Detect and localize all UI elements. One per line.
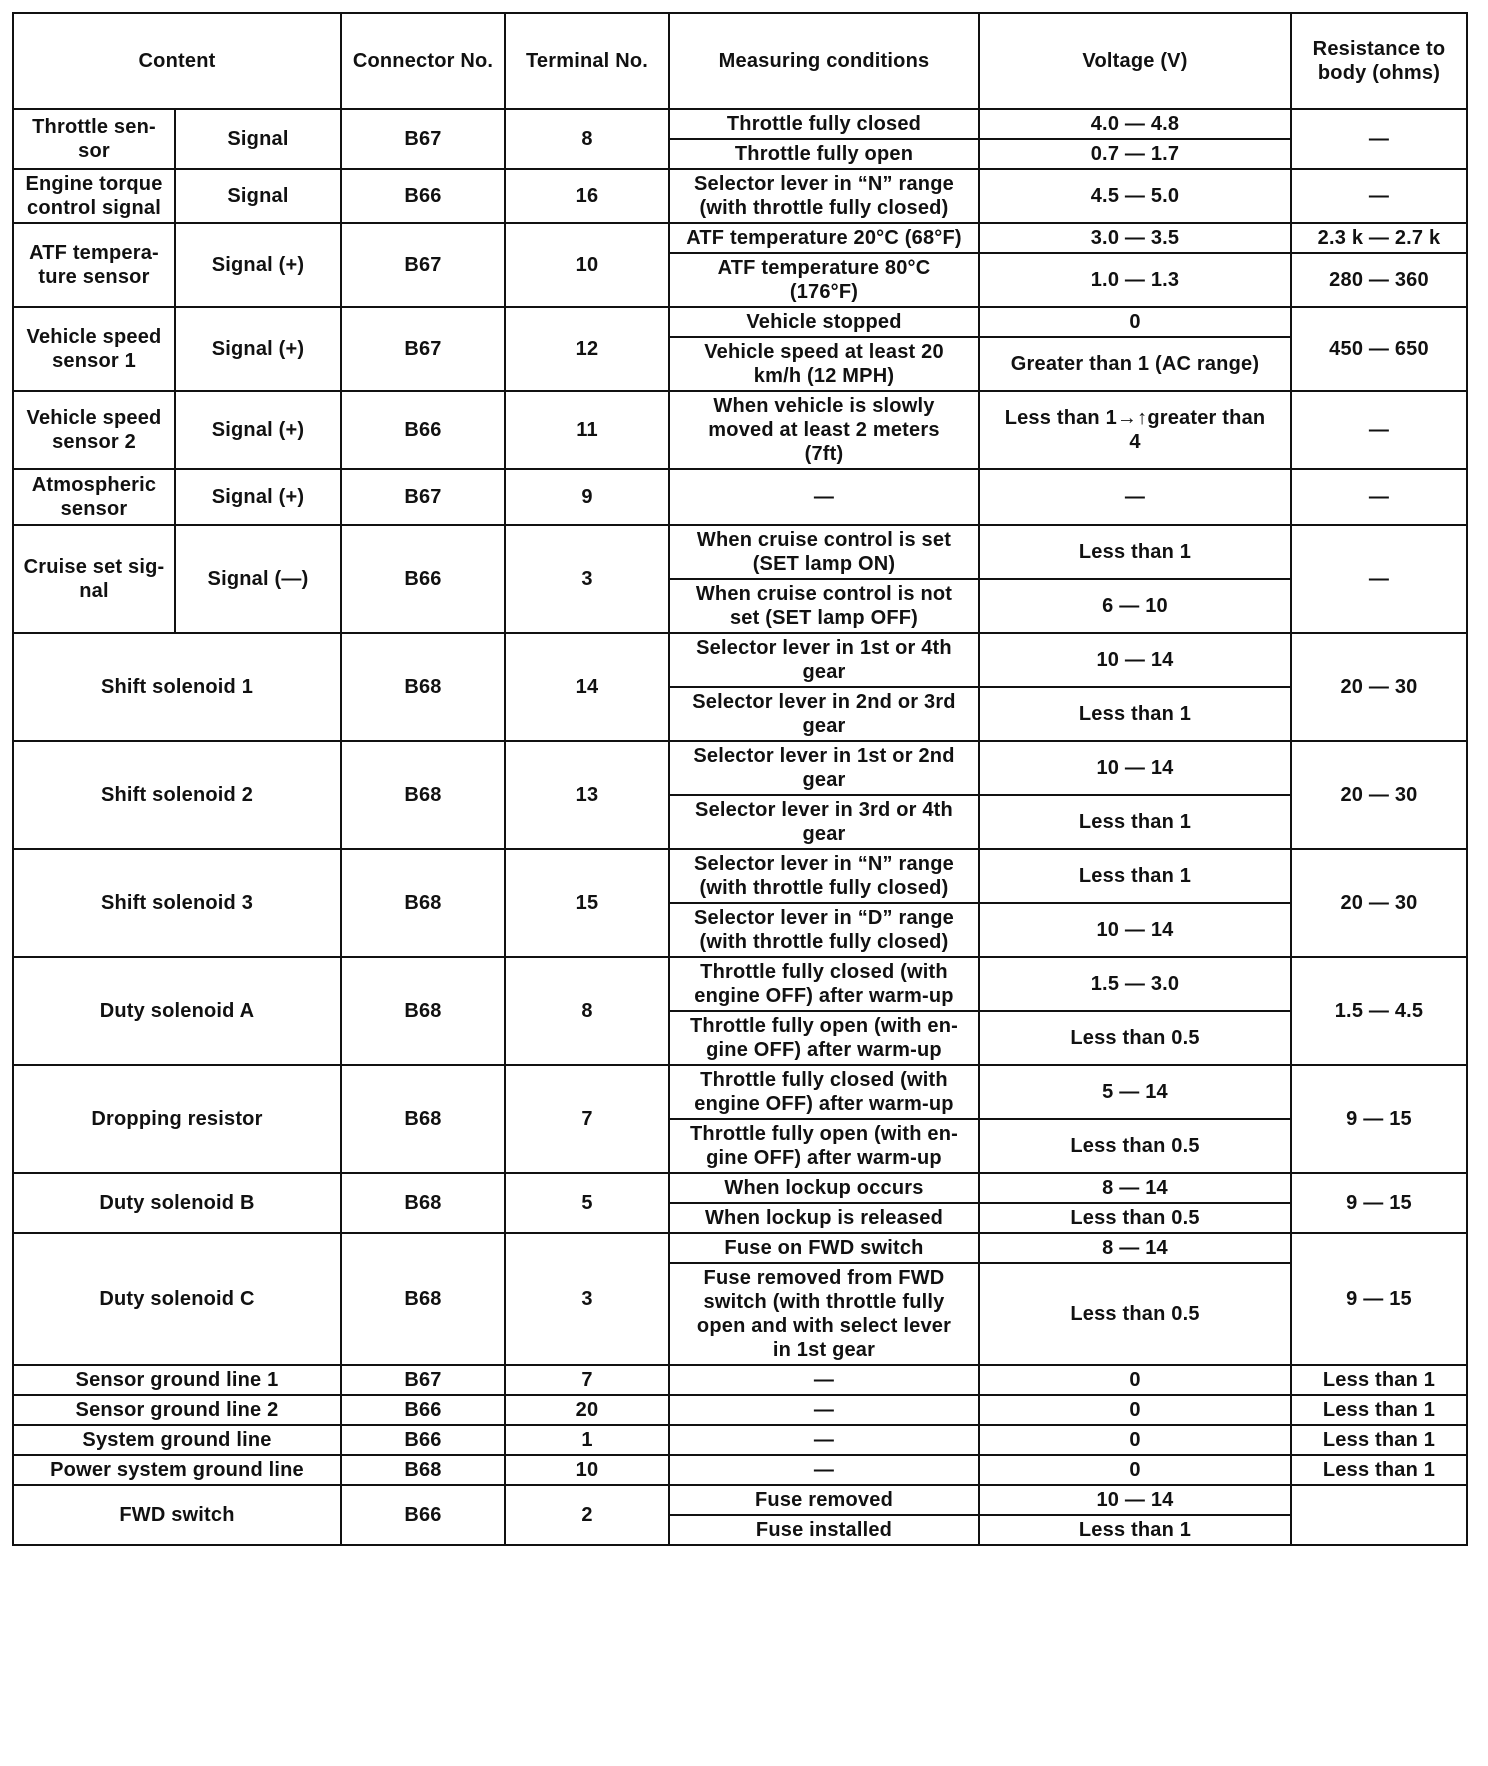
voltage-cell: 0 xyxy=(979,1455,1291,1485)
table-row xyxy=(13,849,1467,903)
content-cell: Throttle sen- sor xyxy=(13,109,175,169)
connector-cell: B68 xyxy=(341,741,505,849)
condition-cell: When lockup is released xyxy=(669,1203,979,1233)
condition-cell: — xyxy=(669,1365,979,1395)
signal-cell: Signal (+) xyxy=(175,391,341,469)
condition-cell: Fuse removed from FWD switch (with throttle fully open and with select lever in 1st gear xyxy=(669,1263,979,1365)
content-cell: ATF tempera- ture sensor xyxy=(13,223,175,307)
resistance-cell: 20 — 30 xyxy=(1291,741,1467,849)
voltage-cell: 0 xyxy=(979,1365,1291,1395)
connector-cell: B67 xyxy=(341,307,505,391)
content-cell: Duty solenoid C xyxy=(13,1233,341,1365)
content-cell: Duty solenoid A xyxy=(13,957,341,1065)
voltage-cell: 0.7 — 1.7 xyxy=(979,139,1291,169)
condition-cell: Selector lever in “N” range (with throttle fully closed) xyxy=(669,169,979,223)
table-row xyxy=(13,391,1467,469)
resistance-cell: — xyxy=(1291,169,1467,223)
table-row xyxy=(13,169,1467,223)
voltage-cell: 5 — 14 xyxy=(979,1065,1291,1119)
connector-cell: B68 xyxy=(341,1065,505,1173)
condition-cell: ATF temperature 20°C (68°F) xyxy=(669,223,979,253)
header-connector: Connector No. xyxy=(341,13,505,109)
voltage-cell: — xyxy=(979,469,1291,525)
condition-cell: Vehicle speed at least 20 km/h (12 MPH) xyxy=(669,337,979,391)
content-cell: Shift solenoid 2 xyxy=(13,741,341,849)
terminal-cell: 3 xyxy=(505,1233,669,1365)
voltage-cell: Less than 1 xyxy=(979,525,1291,579)
table-row xyxy=(13,1395,1467,1425)
signal-cell: Signal xyxy=(175,109,341,169)
voltage-cell: 0 xyxy=(979,1425,1291,1455)
condition-cell: Selector lever in “D” range (with throttle fully closed) xyxy=(669,903,979,957)
condition-cell: — xyxy=(669,1455,979,1485)
voltage-cell: 1.5 — 3.0 xyxy=(979,957,1291,1011)
content-cell: Vehicle speed sensor 2 xyxy=(13,391,175,469)
voltage-cell: 10 — 14 xyxy=(979,741,1291,795)
condition-cell: Selector lever in “N” range (with throttle fully closed) xyxy=(669,849,979,903)
condition-cell: — xyxy=(669,469,979,525)
resistance-cell: 9 — 15 xyxy=(1291,1173,1467,1233)
condition-cell: When vehicle is slowly moved at least 2 meters (7ft) xyxy=(669,391,979,469)
voltage-cell: Less than 1 xyxy=(979,1515,1291,1545)
voltage-cell: 10 — 14 xyxy=(979,633,1291,687)
table-row xyxy=(13,109,1467,139)
header-content: Content xyxy=(13,13,341,109)
table-row xyxy=(13,1233,1467,1263)
content-cell: Atmospheric sensor xyxy=(13,469,175,525)
table-row xyxy=(13,1455,1467,1485)
resistance-cell: 9 — 15 xyxy=(1291,1233,1467,1365)
header-conditions: Measuring conditions xyxy=(669,13,979,109)
condition-cell: Throttle fully open (with en- gine OFF) after warm-up xyxy=(669,1119,979,1173)
condition-cell: Fuse installed xyxy=(669,1515,979,1545)
terminal-cell: 10 xyxy=(505,223,669,307)
terminal-cell: 10 xyxy=(505,1455,669,1485)
table-row xyxy=(13,1365,1467,1395)
resistance-cell: 20 — 30 xyxy=(1291,849,1467,957)
voltage-cell: Less than 0.5 xyxy=(979,1203,1291,1233)
content-cell: Power system ground line xyxy=(13,1455,341,1485)
table-row xyxy=(13,469,1467,525)
voltage-cell: 1.0 — 1.3 xyxy=(979,253,1291,307)
spec-table-container xyxy=(12,12,1468,1546)
terminal-cell: 8 xyxy=(505,957,669,1065)
content-cell: FWD switch xyxy=(13,1485,341,1545)
terminal-cell: 8 xyxy=(505,109,669,169)
terminal-cell: 3 xyxy=(505,525,669,633)
content-cell: Cruise set sig- nal xyxy=(13,525,175,633)
resistance-cell xyxy=(1291,1485,1467,1545)
condition-cell: — xyxy=(669,1395,979,1425)
voltage-cell: 6 — 10 xyxy=(979,579,1291,633)
voltage-cell: Less than 1→↑greater than 4 xyxy=(979,391,1291,469)
connector-cell: B67 xyxy=(341,1365,505,1395)
resistance-cell: Less than 1 xyxy=(1291,1425,1467,1455)
terminal-cell: 2 xyxy=(505,1485,669,1545)
terminal-cell: 16 xyxy=(505,169,669,223)
connector-cell: B68 xyxy=(341,633,505,741)
spec-table xyxy=(12,12,1468,1546)
voltage-cell: Less than 0.5 xyxy=(979,1263,1291,1365)
terminal-cell: 11 xyxy=(505,391,669,469)
condition-cell: When cruise control is set (SET lamp ON) xyxy=(669,525,979,579)
voltage-cell: 8 — 14 xyxy=(979,1173,1291,1203)
condition-cell: ATF temperature 80°C (176°F) xyxy=(669,253,979,307)
voltage-cell: 0 xyxy=(979,1395,1291,1425)
condition-cell: When cruise control is not set (SET lamp OFF) xyxy=(669,579,979,633)
connector-cell: B66 xyxy=(341,1395,505,1425)
terminal-cell: 15 xyxy=(505,849,669,957)
condition-cell: — xyxy=(669,1425,979,1455)
signal-cell: Signal (—) xyxy=(175,525,341,633)
terminal-cell: 9 xyxy=(505,469,669,525)
resistance-cell: 450 — 650 xyxy=(1291,307,1467,391)
table-row xyxy=(13,1485,1467,1515)
condition-cell: Throttle fully open xyxy=(669,139,979,169)
header-voltage: Voltage (V) xyxy=(979,13,1291,109)
condition-cell: Fuse on FWD switch xyxy=(669,1233,979,1263)
connector-cell: B68 xyxy=(341,957,505,1065)
connector-cell: B66 xyxy=(341,1485,505,1545)
resistance-cell: Less than 1 xyxy=(1291,1455,1467,1485)
resistance-cell: — xyxy=(1291,525,1467,633)
connector-cell: B68 xyxy=(341,849,505,957)
table-row xyxy=(13,957,1467,1011)
voltage-cell: Less than 0.5 xyxy=(979,1119,1291,1173)
content-cell: Engine torque control signal xyxy=(13,169,175,223)
resistance-cell: 2.3 k — 2.7 k xyxy=(1291,223,1467,253)
connector-cell: B67 xyxy=(341,469,505,525)
condition-cell: Throttle fully closed (with engine OFF) after warm-up xyxy=(669,957,979,1011)
content-cell: Duty solenoid B xyxy=(13,1173,341,1233)
terminal-cell: 20 xyxy=(505,1395,669,1425)
voltage-cell: Less than 1 xyxy=(979,849,1291,903)
voltage-cell: 10 — 14 xyxy=(979,1485,1291,1515)
voltage-cell: 4.5 — 5.0 xyxy=(979,169,1291,223)
connector-cell: B66 xyxy=(341,525,505,633)
content-cell: Vehicle speed sensor 1 xyxy=(13,307,175,391)
voltage-cell: 4.0 — 4.8 xyxy=(979,109,1291,139)
voltage-cell: 10 — 14 xyxy=(979,903,1291,957)
content-cell: Shift solenoid 3 xyxy=(13,849,341,957)
table-row xyxy=(13,1425,1467,1455)
terminal-cell: 7 xyxy=(505,1065,669,1173)
table-row xyxy=(13,741,1467,795)
signal-cell: Signal (+) xyxy=(175,223,341,307)
voltage-cell: Less than 1 xyxy=(979,795,1291,849)
signal-cell: Signal xyxy=(175,169,341,223)
terminal-cell: 5 xyxy=(505,1173,669,1233)
header-resistance: Resistance to body (ohms) xyxy=(1291,13,1467,109)
condition-cell: Fuse removed xyxy=(669,1485,979,1515)
table-row xyxy=(13,307,1467,337)
connector-cell: B68 xyxy=(341,1233,505,1365)
connector-cell: B68 xyxy=(341,1173,505,1233)
resistance-cell: — xyxy=(1291,391,1467,469)
condition-cell: Selector lever in 3rd or 4th gear xyxy=(669,795,979,849)
condition-cell: Throttle fully closed (with engine OFF) after warm-up xyxy=(669,1065,979,1119)
connector-cell: B67 xyxy=(341,109,505,169)
signal-cell: Signal (+) xyxy=(175,307,341,391)
voltage-cell: 0 xyxy=(979,307,1291,337)
terminal-cell: 12 xyxy=(505,307,669,391)
condition-cell: Selector lever in 1st or 4th gear xyxy=(669,633,979,687)
resistance-cell: 280 — 360 xyxy=(1291,253,1467,307)
content-cell: System ground line xyxy=(13,1425,341,1455)
voltage-cell: Greater than 1 (AC range) xyxy=(979,337,1291,391)
resistance-cell: — xyxy=(1291,109,1467,169)
table-row xyxy=(13,633,1467,687)
connector-cell: B68 xyxy=(341,1455,505,1485)
connector-cell: B66 xyxy=(341,169,505,223)
content-cell: Shift solenoid 1 xyxy=(13,633,341,741)
condition-cell: Selector lever in 1st or 2nd gear xyxy=(669,741,979,795)
table-row xyxy=(13,1065,1467,1119)
connector-cell: B66 xyxy=(341,391,505,469)
voltage-cell: 8 — 14 xyxy=(979,1233,1291,1263)
signal-cell: Signal (+) xyxy=(175,469,341,525)
content-cell: Dropping resistor xyxy=(13,1065,341,1173)
condition-cell: When lockup occurs xyxy=(669,1173,979,1203)
resistance-cell: 1.5 — 4.5 xyxy=(1291,957,1467,1065)
content-cell: Sensor ground line 2 xyxy=(13,1395,341,1425)
voltage-cell: Less than 0.5 xyxy=(979,1011,1291,1065)
table-row xyxy=(13,1173,1467,1203)
voltage-cell: Less than 1 xyxy=(979,687,1291,741)
resistance-cell: — xyxy=(1291,469,1467,525)
condition-cell: Vehicle stopped xyxy=(669,307,979,337)
connector-cell: B67 xyxy=(341,223,505,307)
terminal-cell: 13 xyxy=(505,741,669,849)
resistance-cell: Less than 1 xyxy=(1291,1395,1467,1425)
content-cell: Sensor ground line 1 xyxy=(13,1365,341,1395)
connector-cell: B66 xyxy=(341,1425,505,1455)
voltage-cell: 3.0 — 3.5 xyxy=(979,223,1291,253)
resistance-cell: 9 — 15 xyxy=(1291,1065,1467,1173)
condition-cell: Throttle fully closed xyxy=(669,109,979,139)
resistance-cell: 20 — 30 xyxy=(1291,633,1467,741)
resistance-cell: Less than 1 xyxy=(1291,1365,1467,1395)
terminal-cell: 1 xyxy=(505,1425,669,1455)
header-terminal: Terminal No. xyxy=(505,13,669,109)
header-row xyxy=(13,13,1467,109)
condition-cell: Selector lever in 2nd or 3rd gear xyxy=(669,687,979,741)
terminal-cell: 14 xyxy=(505,633,669,741)
condition-cell: Throttle fully open (with en- gine OFF) after warm-up xyxy=(669,1011,979,1065)
terminal-cell: 7 xyxy=(505,1365,669,1395)
table-row xyxy=(13,525,1467,579)
table-row xyxy=(13,223,1467,253)
